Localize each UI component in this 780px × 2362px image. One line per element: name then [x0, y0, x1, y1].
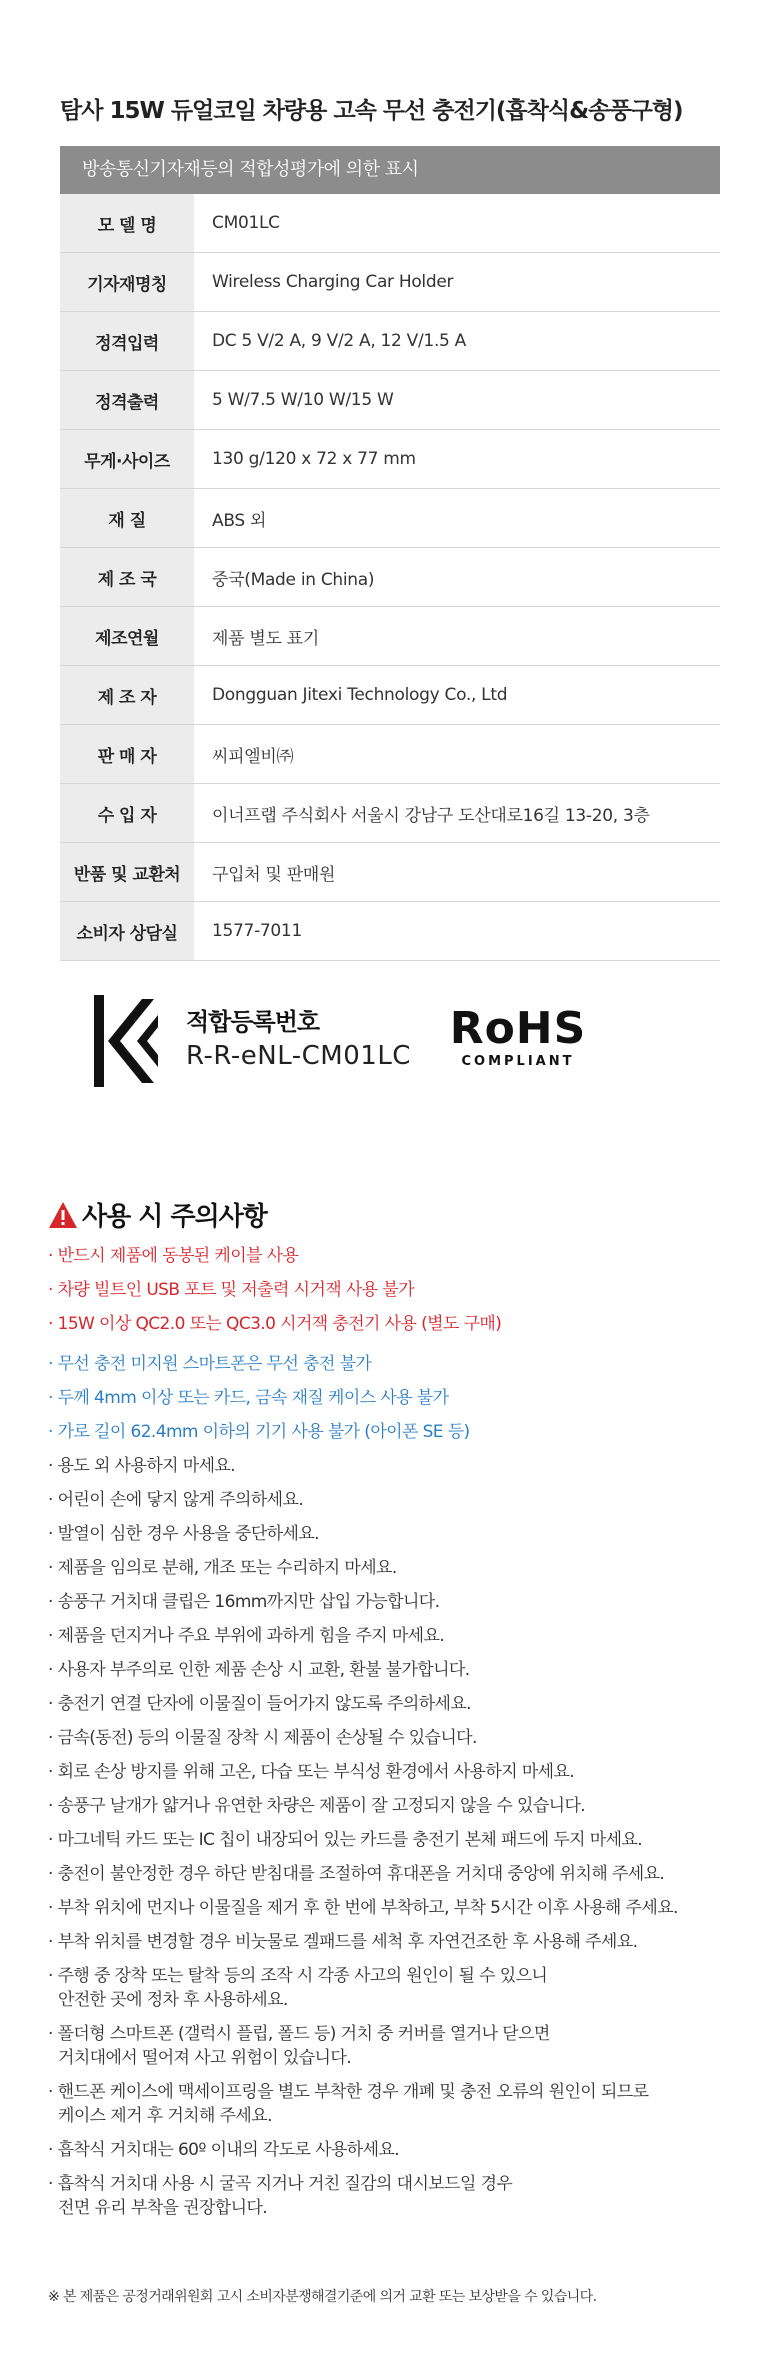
note-item: · 송풍구 날개가 얇거나 유연한 차량은 제품이 잘 고정되지 않을 수 있습니다. [48, 1796, 586, 1816]
note-item: · 흡착식 거치대는 60º 이내의 각도로 사용하세요. [48, 2140, 400, 2160]
spec-table [60, 194, 720, 961]
note-item: · 용도 외 사용하지 마세요. [48, 1456, 236, 1476]
caution-notes [48, 1244, 748, 2230]
kc-mark-icon [94, 995, 158, 1087]
spec-value: CM01LC [212, 213, 280, 233]
spec-key: 수 입 자 [60, 784, 194, 842]
note-blue: · 무선 충전 미지원 스마트폰은 무선 충전 불가 [48, 1354, 372, 1374]
footnote: ※ 본 제품은 공정거래위원회 고시 소비자분쟁해결기준에 의거 교환 또는 보상받을 수 있습니다. [48, 2289, 597, 2305]
rohs-mark: RoHS [449, 1003, 587, 1054]
registration-label: 적합등록번호 [186, 1008, 320, 1036]
note-blue: · 두께 4mm 이상 또는 카드, 금속 재질 케이스 사용 불가 [48, 1388, 449, 1408]
spec-value: Wireless Charging Car Holder [212, 272, 454, 292]
spec-key: 반품 및 교환처 [60, 843, 194, 901]
spec-key: 소비자 상담실 [60, 902, 194, 960]
spec-value: 이너프랩 주식회사 서울시 강남구 도산대로16길 13-20, 3층 [212, 805, 650, 826]
spec-key: 무게·사이즈 [60, 430, 194, 488]
spec-row-rated-output [60, 371, 720, 430]
spec-row-rated-input [60, 312, 720, 371]
note-item: · 부착 위치를 변경할 경우 비눗물로 겔패드를 세척 후 자연건조한 후 사용해 주세요. [48, 1932, 638, 1952]
spec-row-country [60, 548, 720, 607]
spec-row-model [60, 194, 720, 253]
spec-key: 재 질 [60, 489, 194, 547]
caution-title: 사용 시 주의사항 [82, 1202, 267, 1232]
note-item: · 사용자 부주의로 인한 제품 손상 시 교환, 환불 불가합니다. [48, 1660, 470, 1680]
note-item: · 주행 중 장착 또는 탈착 등의 조작 시 각종 사고의 원인이 될 수 있으니 안전한 곳에 정차 후 사용하세요. [48, 1966, 548, 2010]
spec-value: ABS 외 [212, 510, 267, 531]
spec-row-manufacture-date [60, 607, 720, 666]
registration-number: R-R-eNL-CM01LC [186, 1041, 411, 1071]
note-blue: · 가로 길이 62.4mm 이하의 기기 사용 불가 (아이폰 SE 등) [48, 1422, 470, 1442]
note-item: · 회로 손상 방지를 위해 고온, 다습 또는 부식성 환경에서 사용하지 마세요. [48, 1762, 575, 1782]
spec-value: Dongguan Jitexi Technology Co., Ltd [212, 685, 508, 705]
spec-value: DC 5 V/2 A, 9 V/2 A, 12 V/1.5 A [212, 331, 466, 351]
spec-row-importer [60, 784, 720, 843]
spec-row-returns [60, 843, 720, 902]
spec-key: 정격출력 [60, 371, 194, 429]
note-red: · 차량 빌트인 USB 포트 및 저출력 시거잭 사용 불가 [48, 1280, 414, 1300]
spec-row-weight-size [60, 430, 720, 489]
note-item: · 충전이 불안정한 경우 하단 받침대를 조절하여 휴대폰을 거치대 중앙에 위치해 주세요. [48, 1864, 665, 1884]
spec-row-customer-service [60, 902, 720, 961]
spec-key: 모 델 명 [60, 194, 194, 252]
note-item: · 폴더형 스마트폰 (갤럭시 플립, 폴드 등) 거치 중 커버를 열거나 닫으면 거치대에서 떨어져 사고 위험이 있습니다. [48, 2024, 550, 2068]
rohs-logo [448, 1003, 588, 1069]
spec-row-equipment-name [60, 253, 720, 312]
warning-triangle-icon [48, 1201, 78, 1229]
spec-key: 제 조 국 [60, 548, 194, 606]
note-item: · 마그네틱 카드 또는 IC 칩이 내장되어 있는 카드를 충전기 본체 패드에 두지 마세요. [48, 1830, 643, 1850]
spec-key: 판 매 자 [60, 725, 194, 783]
spec-key: 정격입력 [60, 312, 194, 370]
note-item: · 어린이 손에 닿지 않게 주의하세요. [48, 1490, 304, 1510]
note-item: · 금속(동전) 등의 이물질 장착 시 제품이 손상될 수 있습니다. [48, 1728, 477, 1748]
spec-value: 구입처 및 판매원 [212, 864, 336, 885]
rohs-compliant-label: COMPLIANT [461, 1054, 575, 1069]
page-title: 탐사 15W 듀얼코일 차량용 고속 무선 충전기(흡착식&송풍구형) [60, 98, 683, 124]
note-item: · 부착 위치에 먼지나 이물질을 제거 후 한 번에 부착하고, 부착 5시간 이후 사용해 주세요. [48, 1898, 678, 1918]
note-item: · 발열이 심한 경우 사용을 중단하세요. [48, 1524, 319, 1544]
spec-key: 제 조 자 [60, 666, 194, 724]
note-item: · 충전기 연결 단자에 이물질이 들어가지 않도록 주의하세요. [48, 1694, 471, 1714]
note-item: · 송풍구 거치대 클립은 16mm까지만 삽입 가능합니다. [48, 1592, 440, 1612]
spec-table-header: 방송통신기자재등의 적합성평가에 의한 표시 [60, 146, 720, 194]
spec-value: 씨피엘비㈜ [212, 746, 294, 767]
note-item: · 흡착식 거치대 사용 시 굴곡 지거나 거친 질감의 대시보드일 경우 전면 유리 부착을 권장합니다. [48, 2174, 513, 2218]
spec-value: 제품 별도 표기 [212, 628, 319, 649]
note-item: · 핸드폰 케이스에 맥세이프링을 별도 부착한 경우 개폐 및 충전 오류의 원인이 되므로 케이스 제거 후 거치해 주세요. [48, 2082, 649, 2126]
spec-row-material [60, 489, 720, 548]
spec-value: 130 g/120 x 72 x 77 mm [212, 449, 416, 469]
note-red: · 반드시 제품에 동봉된 케이블 사용 [48, 1246, 299, 1266]
note-red: · 15W 이상 QC2.0 또는 QC3.0 시거잭 충전기 사용 (별도 구매) [48, 1314, 502, 1334]
note-item: · 제품을 던지거나 주요 부위에 과하게 힘을 주지 마세요. [48, 1626, 445, 1646]
spec-value: 1577-7011 [212, 921, 302, 941]
spec-key: 기자재명칭 [60, 253, 194, 311]
spec-row-seller [60, 725, 720, 784]
spec-row-manufacturer [60, 666, 720, 725]
note-item: · 제품을 임의로 분해, 개조 또는 수리하지 마세요. [48, 1558, 397, 1578]
spec-value: 중국(Made in China) [212, 569, 375, 590]
spec-value: 5 W/7.5 W/10 W/15 W [212, 390, 394, 410]
caution-heading [48, 1196, 267, 1233]
registration-block [186, 1002, 411, 1071]
spec-key: 제조연월 [60, 607, 194, 665]
